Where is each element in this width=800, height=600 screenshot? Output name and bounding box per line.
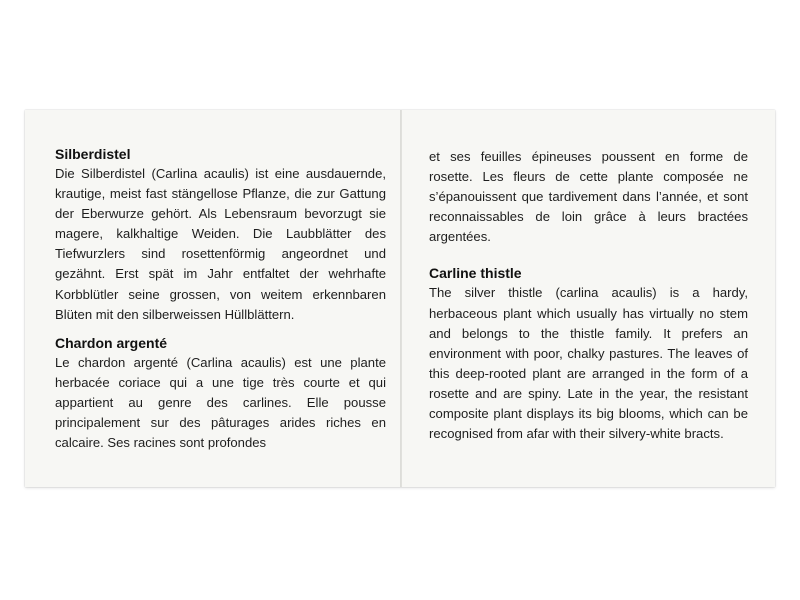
heading-german: Silberdistel [55,146,131,162]
right-page [402,110,775,487]
heading-english: Carline thistle [429,265,522,282]
text-french: Le chardon argenté (Carlina acaulis) est une plante herbacée coriace qui a une tige très courte et qui appartient au genre des carlines. Elle pousse principalement sur des pâturages arides riches en calcaire. Ses racines sont profondes [55,354,386,451]
text-german: Die Silberdistel (Carlina acaulis) ist eine ausdauernde, krautige, meist fast stängellose Pflanze, die zur Gattung der Eberwurze gehört. Als Lebensraum bevorzugt sie magere, kalkhaltige Weiden. Die Laubblätter des Tiefwurzlers sind rosettenförmig angeordnet und gezähnt. Erst spät im Jahr entfaltet der wehrhafte Korbblütler seine grossen, von weitem erkennbaren Blüten mit den silberweissen Hüllblättern. [55,166,386,322]
text-french-continued: et ses feuilles épineuses poussent en forme de rosette. Les fleurs de cette plante composée ne s’épanouissent que tardivement dans l’année, et sont reconnaissables de loin grâce à leurs bractées argentées. [429,149,748,245]
text-english: The silver thistle (carlina acaulis) is a hardy, herbaceous plant which usually has virtually no stem and belongs to the thistle family. It prefers an environment with poor, chalky pastures. The leaves of this deep-rooted plant are arranged in the form of a rosette and are spiny. Late in the year, the resistant composite plant displays its big blooms, which can be recognised from afar with their silvery-white bracts. [429,285,748,442]
heading-french: Chardon argenté [55,334,168,351]
left-page [25,110,400,487]
booklet-spread [25,110,775,487]
